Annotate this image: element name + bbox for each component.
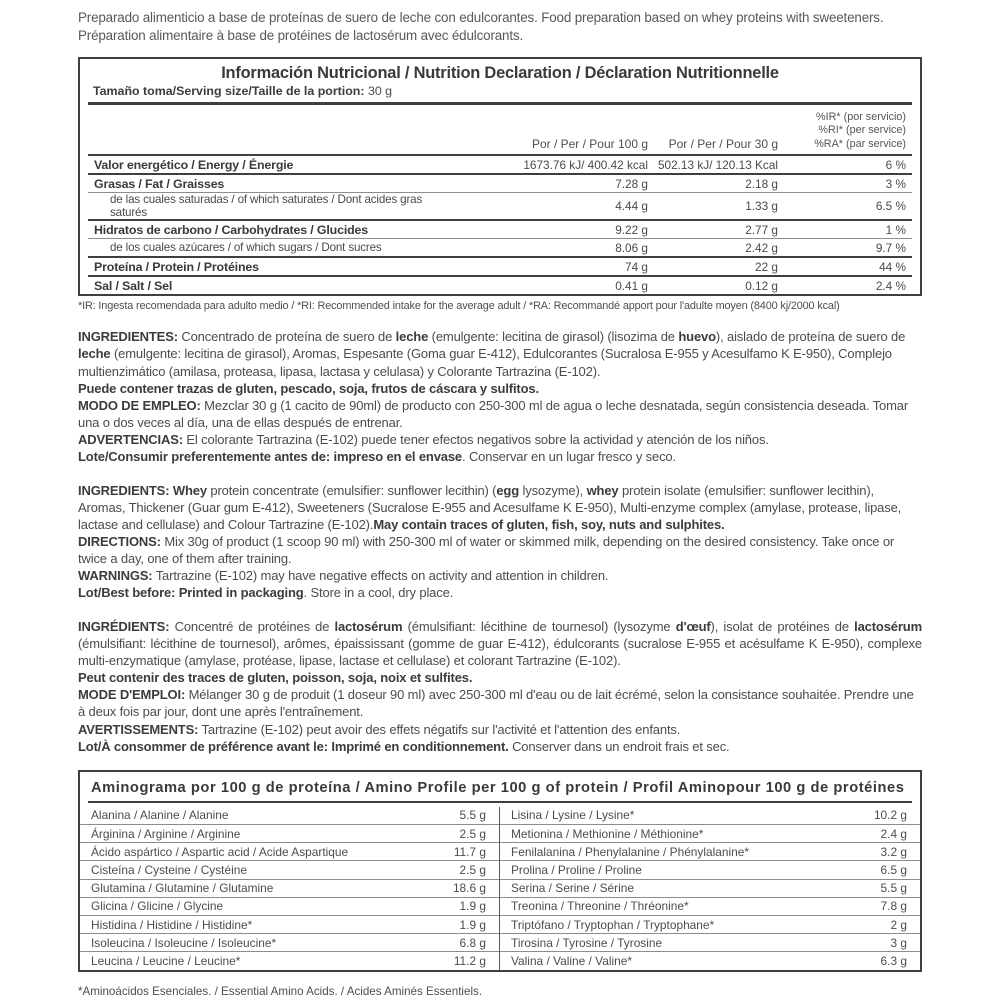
body-text: Tartrazine (E-102) may have negative effects on activity and attention in children. <box>152 568 609 584</box>
amino-value: 10.2 g <box>873 808 907 823</box>
amino-columns <box>80 803 920 970</box>
amino-value: 6.5 g <box>880 863 907 877</box>
intro-text: Preparado alimenticio a base de proteínas de suero de leche con edulcorantes. Food preparation based on whey proteins with sweeteners. Préparation alimentaire à base de protéines de lactosérum avec édulcorants. <box>78 10 884 43</box>
column-header-row <box>88 137 912 154</box>
amino-row <box>80 952 499 969</box>
value-per-100g: 9.22 g <box>615 222 648 237</box>
nutrition-table-title: Información Nutricional / Nutrition Declaration / Déclaration Nutritionnelle <box>221 63 779 82</box>
value-per-100g: 74 g <box>625 259 648 274</box>
value-per-100g: 0.41 g <box>615 278 648 293</box>
value-per-30g: 1.33 g <box>745 199 778 214</box>
bold-text: huevo <box>678 329 716 345</box>
pct-header-line-3: %RA* (par service) <box>814 138 906 151</box>
amino-name: Ácido aspártico / Aspartic acid / Acide Aspartique <box>91 844 349 859</box>
value-per-30g: 2.77 g <box>745 222 778 237</box>
nutrition-table-inner <box>88 102 912 294</box>
amino-value: 2.5 g <box>459 826 486 841</box>
paragraph <box>78 482 922 533</box>
nutrition-row <box>88 275 912 294</box>
amino-name: Lisina / Lysine / Lysine* <box>511 808 635 823</box>
bold-text: Peut contenir des traces de gluten, poisson, soja, noix et sulfites. <box>78 670 473 686</box>
amino-name: Valina / Valine / Valine* <box>511 953 632 968</box>
amino-value: 1.9 g <box>459 917 486 932</box>
body-text: (émulsifiant: lécithine de tournesol) (lysozyme <box>402 618 676 634</box>
value-percent: 9.7 % <box>875 240 906 255</box>
value-percent: 6.5 % <box>875 199 906 214</box>
body-text: (émulsifiant: lécithine de tournesol), arômes, épaississant (gomme de guar E-412), édulcorants (sucralose E-955 et acésulfame K E-950), complexe multi-enzymatique (amylase, protéase, lipase, lactase et cellulase) et colorant Tartrazine (E-102). <box>78 635 922 668</box>
value-per-30g: 22 g <box>755 259 778 274</box>
body-text: . Store in a cool, dry place. <box>303 585 454 601</box>
value-per-30g: 2.18 g <box>745 176 778 191</box>
amino-value: 18.6 g <box>452 881 486 896</box>
serving-size: Tamaño toma/Serving size/Taille de la portion: 30 g <box>93 83 393 98</box>
amino-value: 3.2 g <box>880 844 907 859</box>
column-header-100g: Por / Per / Pour 100 g <box>531 137 648 152</box>
amino-footnote: *Aminoácidos Esenciales. / Essential Amino Acids. / Acides Aminés Essentiels. <box>78 984 483 998</box>
paragraph <box>78 738 922 755</box>
ingredients-section-es <box>78 328 922 465</box>
amino-value: 1.9 g <box>459 899 486 914</box>
row-label: de los cuales azúcares / of which sugars / Dont sucres <box>110 241 382 255</box>
bold-text: lactosérum <box>854 618 922 634</box>
amino-name: Triptófano / Tryptophan / Tryptophane* <box>511 917 715 932</box>
amino-name: Cisteína / Cysteine / Cystéine <box>91 863 247 877</box>
amino-row <box>80 898 499 916</box>
nutrition-row <box>88 192 912 219</box>
paragraph <box>78 567 922 584</box>
amino-row <box>80 843 499 861</box>
amino-name: Treonina / Threonine / Thréonine* <box>511 899 689 914</box>
nutrition-row <box>88 256 912 275</box>
amino-value: 6.8 g <box>459 935 486 950</box>
body-text: protein isolate (emulsifier: sunflower lecithin), Aromas, Thickener (Guar gum E-412), Sweeteners (Sucralose E-955 and Acesulfame K E-950), Multi-enzyme complex (amylase, protease, lipase, lactase and cellulase) and Colour Tartrazine (E-102). <box>78 482 902 532</box>
paragraph <box>78 533 922 567</box>
amino-name: Leucina / Leucine / Leucine* <box>91 953 241 968</box>
row-label: Grasas / Fat / Graisses <box>94 176 225 191</box>
value-per-100g: 4.44 g <box>615 199 648 214</box>
amino-name: Isoleucina / Isoleucine / Isoleucine* <box>91 935 277 950</box>
amino-name: Prolina / Proline / Proline <box>511 863 642 877</box>
amino-value: 5.5 g <box>459 808 486 823</box>
paragraph <box>78 618 922 669</box>
amino-name: Árginina / Arginine / Arginine <box>91 826 241 841</box>
pct-header-line-1: %IR* (por servicio) <box>816 110 906 123</box>
amino-value: 2.4 g <box>880 826 907 841</box>
bold-text: Lot/À consommer de préférence avant le: Imprimé en conditionnement. <box>78 738 509 754</box>
amino-name: Glutamina / Glutamine / Glutamine <box>91 881 274 896</box>
row-label: de las cuales saturadas / of which saturates / Dont acides gras saturés <box>110 193 423 220</box>
amino-name: Glicina / Glicine / Glycine <box>91 899 224 914</box>
body-text: Tartrazine (E-102) peut avoir des effets négatifs sur l'activité et l'attention des enfants. <box>198 721 681 737</box>
amino-row <box>500 880 920 898</box>
amino-row <box>500 898 920 916</box>
value-per-100g: 7.28 g <box>615 176 648 191</box>
column-header-30g: Por / Per / Pour 30 g <box>668 137 778 152</box>
body-text: (emulgente: lecitina de girasol) (lisozima de <box>428 329 679 345</box>
amino-row <box>500 861 920 879</box>
nutrition-row <box>88 154 912 173</box>
value-per-100g: 8.06 g <box>615 240 648 255</box>
row-label: Valor energético / Energy / Énergie <box>94 157 294 172</box>
paragraph <box>78 431 922 448</box>
pct-header-line-2: %RI* (per service) <box>818 124 906 137</box>
amino-value: 2.5 g <box>459 863 486 877</box>
bold-text: INGRÉDIENTS: <box>78 618 170 634</box>
amino-row <box>80 861 499 879</box>
body-text: ), isolat de protéines de <box>710 618 855 634</box>
amino-row <box>500 952 920 969</box>
paragraph <box>78 669 922 686</box>
paragraph <box>78 328 922 379</box>
amino-row <box>500 934 920 952</box>
paragraph <box>78 686 922 720</box>
bold-text: Lot/Best before: Printed in packaging <box>78 585 304 601</box>
amino-name: Serina / Serine / Sérine <box>511 881 634 896</box>
amino-table-title: Aminograma por 100 g de proteína / Amino Profile per 100 g of protein / Profil Aminopour 100 g de protéines <box>91 779 905 796</box>
body-text: El colorante Tartrazina (E-102) puede tener efectos negativos sobre la actividad y atención de los niños. <box>182 432 769 448</box>
value-percent: 2.4 % <box>875 278 906 293</box>
bold-text: leche <box>395 329 429 345</box>
body-text: (emulgente: lecitina de girasol), Aromas, Espesante (Goma guar E-412), Edulcorantes (Sucralosa E-955 y Acesulfamo K E-950), Complejo multienzimático (amilasa, proteasa, lipasa, lactasa y celulasa) y Colorante Tartrazina (E-102). <box>78 346 892 379</box>
body-text: ), aislado de proteína de suero de <box>715 329 906 345</box>
nutrition-rows <box>88 154 912 294</box>
amino-row <box>80 916 499 934</box>
bold-text: egg <box>496 482 520 498</box>
nutrition-row <box>88 219 912 238</box>
amino-name: Tirosina / Tyrosine / Tyrosine <box>511 935 663 950</box>
bold-text: MODO DE EMPLEO: <box>78 397 201 413</box>
bold-text: AVERTISSEMENTS: <box>78 721 199 737</box>
row-label: Hidratos de carbono / Carbohydrates / Glucides <box>94 222 369 237</box>
nutrition-table <box>78 57 922 296</box>
bold-text: May contain traces of gluten, fish, soy, nuts and sulphites. <box>373 516 725 532</box>
value-percent: 6 % <box>885 157 906 172</box>
row-label: Sal / Salt / Sel <box>94 278 173 293</box>
body-text: Mélanger 30 g de produit (1 doseur 90 ml) avec 250-300 ml d'eau ou de lait écrémé, selon la consistance souhaitée. Prendre une à deux fois par jour, dont une après l'entraînement. <box>78 687 914 720</box>
value-per-30g: 502.13 kJ/ 120.13 Kcal <box>657 157 778 172</box>
amino-value: 2 g <box>890 917 907 932</box>
ingredients-section-en <box>78 482 922 602</box>
body-text: protein concentrate (emulsifier: sunflower lecithin) ( <box>210 482 497 498</box>
body-text: . Conservar en un lugar fresco y seco. <box>462 449 676 465</box>
bold-text: whey <box>586 482 619 498</box>
ingredients-section-fr <box>78 618 922 755</box>
value-per-100g: 1673.76 kJ/ 400.42 kcal <box>523 157 648 172</box>
body-text: Concentrado de proteína de suero de <box>181 329 396 345</box>
amino-table <box>78 770 922 972</box>
paragraph <box>78 380 922 397</box>
bold-text: leche <box>78 346 111 362</box>
bold-text: WARNINGS: <box>78 568 153 584</box>
amino-row <box>500 825 920 843</box>
amino-value: 3 g <box>890 935 907 950</box>
amino-name: Metionina / Methionine / Méthionine* <box>511 826 704 841</box>
amino-column-right <box>500 807 920 970</box>
bold-text: ADVERTENCIAS: <box>78 432 183 448</box>
nutrition-footnote: *IR: Ingesta recomendada para adulto medio / *RI: Recommended intake for the average adult / *RA: Recommandé apport pour l'adulte moyen (8400 kj/2000 kcal) <box>78 300 840 313</box>
amino-name: Histidina / Histidine / Histidine* <box>91 917 253 932</box>
value-per-30g: 2.42 g <box>745 240 778 255</box>
amino-value: 11.7 g <box>453 844 486 859</box>
bold-text: Puede contener trazas de gluten, pescado, soja, frutos de cáscara y sulfitos. <box>78 380 539 396</box>
amino-row <box>500 843 920 861</box>
serving-size-label: Tamaño toma/Serving size/Taille de la portion: <box>93 83 365 98</box>
nutrition-row <box>88 238 912 256</box>
body-text: Conserver dans un endroit frais et sec. <box>508 738 730 754</box>
amino-name: Alanina / Alanine / Alanine <box>91 808 229 823</box>
bold-text: lactosérum <box>334 618 403 634</box>
body-text: lysozyme), <box>519 482 587 498</box>
paragraph <box>78 397 922 431</box>
amino-column-left <box>80 807 500 970</box>
amino-value: 5.5 g <box>880 881 907 896</box>
amino-value: 6.3 g <box>880 953 907 968</box>
amino-value: 7.8 g <box>880 899 907 914</box>
amino-name: Fenilalanina / Phenylalanine / Phénylalanine* <box>511 844 749 859</box>
bold-text: INGREDIENTS: Whey <box>78 482 211 498</box>
bold-text: DIRECTIONS: <box>78 533 161 549</box>
value-percent: 1 % <box>885 222 906 237</box>
amino-row <box>80 807 499 825</box>
paragraph <box>78 584 922 601</box>
amino-row <box>80 880 499 898</box>
amino-row <box>80 934 499 952</box>
nutrition-row <box>88 173 912 192</box>
bold-text: d'œuf <box>675 618 711 634</box>
bold-text: MODE D'EMPLOI: <box>78 687 186 703</box>
paragraph <box>78 721 922 738</box>
amino-row <box>500 807 920 825</box>
paragraph <box>78 448 922 465</box>
body-text: Mezclar 30 g (1 cacito de 90ml) de producto con 250-300 ml de agua o leche desnatada, según consistencia deseada. Tomar una o dos veces al día, una de ellas después de entrenar. <box>78 397 909 431</box>
amino-value: 11.2 g <box>453 953 486 968</box>
row-label: Proteína / Protein / Protéines <box>94 259 259 274</box>
value-percent: 44 % <box>879 259 906 274</box>
body-text: Concentré de protéines de <box>169 618 335 634</box>
amino-row <box>500 916 920 934</box>
value-percent: 3 % <box>885 176 906 191</box>
body-text: Mix 30g of product (1 scoop 90 ml) with 250-300 ml of water or skimmed milk, depending on the desired consistency. Take once or twice a day, one of them after training. <box>78 533 895 567</box>
bold-text: Lote/Consumir preferentemente antes de: impreso en el envase <box>78 449 463 465</box>
amino-row <box>80 825 499 843</box>
bold-text: INGREDIENTES: <box>78 329 182 345</box>
value-per-30g: 0.12 g <box>745 278 778 293</box>
